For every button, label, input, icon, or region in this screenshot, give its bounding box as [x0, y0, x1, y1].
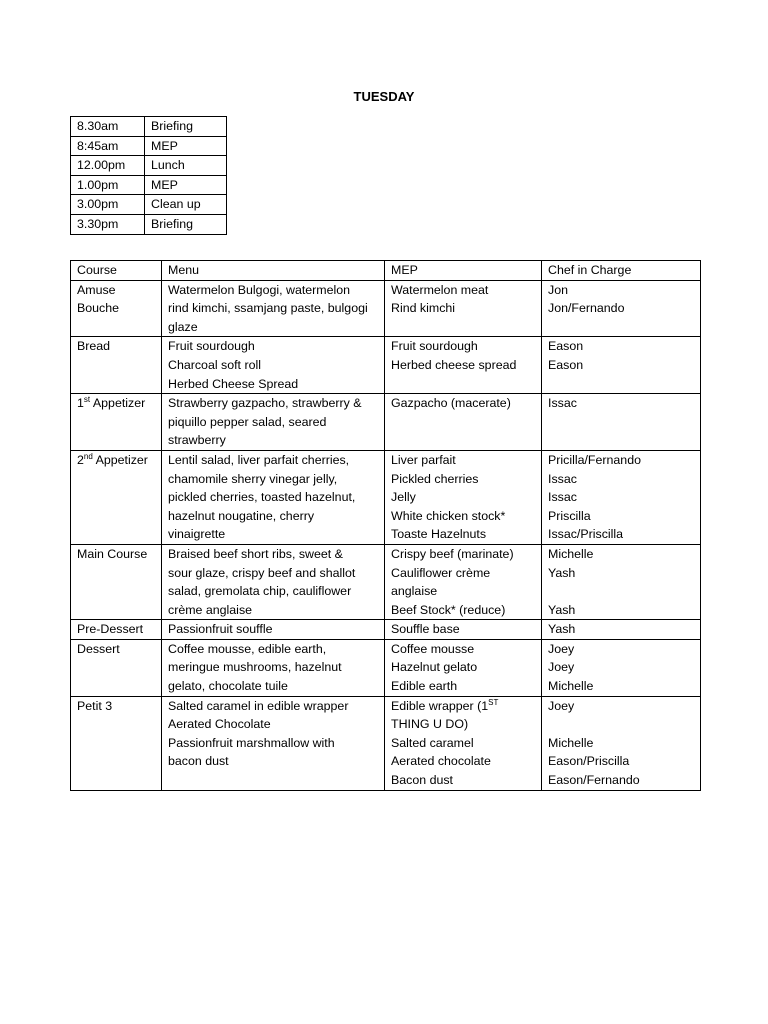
course-cell: [71, 696, 162, 790]
course-name-text: 1: [77, 396, 84, 411]
chef-line: Pricilla/Fernando: [548, 452, 641, 467]
mep-cell: [385, 544, 542, 619]
chef-line: Yash: [548, 602, 576, 617]
mep-line: Gazpacho (macerate): [391, 396, 511, 411]
header-course: Course: [71, 261, 162, 281]
schedule-time: 8.30am: [71, 117, 145, 137]
table-row: [71, 620, 701, 640]
mep-line: Herbed cheese spread: [391, 357, 517, 372]
chef-line: Priscilla: [548, 508, 591, 523]
chef-line: Joey: [548, 641, 575, 656]
menu-line: Watermelon Bulgogi, watermelon: [168, 282, 351, 297]
schedule-activity: Briefing: [145, 214, 227, 234]
chef-line: Issac: [548, 396, 577, 411]
menu-line: gelato, chocolate tuile: [168, 679, 288, 694]
menu-cell: [162, 394, 385, 451]
menu-line: Passionfruit marshmallow with: [168, 735, 335, 750]
course-cell: [71, 337, 162, 394]
course-cell: [71, 620, 162, 640]
chef-cell: [542, 450, 701, 544]
chef-line: Michelle: [548, 679, 594, 694]
mep-line: Watermelon meat: [391, 282, 489, 297]
mep-line: Fruit sourdough: [391, 339, 478, 354]
menu-line: Herbed Cheese Spread: [168, 376, 299, 391]
menu-line: hazelnut nougatine, cherry: [168, 508, 315, 523]
menu-line: Salted caramel in edible wrapper: [168, 698, 349, 713]
course-name-superscript: st: [83, 395, 91, 405]
table-row: [71, 450, 701, 544]
course-name: Pre-Dessert: [77, 622, 144, 637]
chef-line: Joey: [548, 660, 575, 675]
chef-cell: [542, 620, 701, 640]
menu-line: rind kimchi, ssamjang paste, bulgogi: [168, 301, 368, 316]
schedule-activity: Briefing: [145, 117, 227, 137]
mep-line: Crispy beef (marinate): [391, 546, 514, 561]
schedule-activity: Clean up: [145, 195, 227, 215]
mep-line: Souffle base: [391, 622, 460, 637]
menu-cell: [162, 639, 385, 696]
course-cell: [71, 544, 162, 619]
course-name: Amuse: [77, 282, 116, 297]
schedule-time: 1.00pm: [71, 175, 145, 195]
table-row: [71, 696, 701, 790]
course-name-suffix: Appetizer: [92, 452, 148, 467]
menu-table: [70, 260, 701, 791]
mep-cell: [385, 337, 542, 394]
schedule-row: [71, 136, 227, 156]
mep-line: [391, 697, 535, 716]
chef-line: Jon/Fernando: [548, 301, 625, 316]
schedule-row: [71, 214, 227, 234]
mep-line: Liver parfait: [391, 452, 456, 467]
mep-cell: [385, 639, 542, 696]
menu-cell: [162, 280, 385, 337]
chef-cell: [542, 337, 701, 394]
page-title: TUESDAY: [353, 89, 415, 104]
menu-line: vinaigrette: [168, 527, 226, 542]
chef-line: Yash: [548, 565, 576, 580]
menu-cell: [162, 450, 385, 544]
course-cell: [71, 394, 162, 451]
mep-cell: [385, 696, 542, 790]
chef-line: Issac: [548, 471, 577, 486]
menu-line: Coffee mousse, edible earth,: [168, 641, 327, 656]
schedule-time: 3.00pm: [71, 195, 145, 215]
course-cell: [71, 639, 162, 696]
menu-line: pickled cherries, toasted hazelnut,: [168, 490, 356, 505]
mep-line: THING U DO): [391, 717, 469, 732]
mep-line: Hazelnut gelato: [391, 660, 478, 675]
chef-line: Eason: [548, 339, 584, 354]
menu-line: crème anglaise: [168, 602, 253, 617]
menu-line: sour glaze, crispy beef and shallot: [168, 565, 356, 580]
chef-line: Jon: [548, 282, 568, 297]
mep-line: Salted caramel: [391, 735, 474, 750]
table-row: [71, 280, 701, 337]
mep-line: Edible earth: [391, 679, 458, 694]
menu-line: bacon dust: [168, 754, 229, 769]
table-row: [71, 639, 701, 696]
course-name: Petit 3: [77, 698, 113, 713]
course-name-superscript: nd: [83, 451, 93, 461]
chef-line: [548, 582, 694, 601]
menu-line: Passionfruit souffle: [168, 622, 273, 637]
schedule-row: [71, 195, 227, 215]
course-cell: [71, 280, 162, 337]
menu-cell: [162, 620, 385, 640]
mep-line: White chicken stock*: [391, 508, 506, 523]
menu-line: strawberry: [168, 433, 226, 448]
menu-line: Fruit sourdough: [168, 339, 255, 354]
chef-line: Joey: [548, 698, 575, 713]
table-row: [71, 394, 701, 451]
menu-line: glaze: [168, 319, 198, 334]
mep-line-superscript: ST: [488, 697, 499, 707]
mep-cell: [385, 620, 542, 640]
table-row: [71, 544, 701, 619]
mep-line: anglaise: [391, 584, 438, 599]
course-name: Bouche: [77, 301, 120, 316]
schedule-activity: MEP: [145, 175, 227, 195]
mep-line: Toaste Hazelnuts: [391, 527, 487, 542]
mep-line: Coffee mousse: [391, 641, 475, 656]
header-chef: Chef in Charge: [542, 261, 701, 281]
menu-cell: [162, 337, 385, 394]
chef-line: Michelle: [548, 735, 594, 750]
mep-line: Aerated chocolate: [391, 754, 491, 769]
chef-line: Issac/Priscilla: [548, 527, 624, 542]
menu-line: Charcoal soft roll: [168, 357, 261, 372]
menu-line: meringue mushrooms, hazelnut: [168, 660, 342, 675]
chef-cell: [542, 394, 701, 451]
course-name: Bread: [77, 339, 111, 354]
mep-line: Rind kimchi: [391, 301, 456, 316]
schedule-table: [70, 116, 227, 235]
mep-line-text: Edible wrapper (1: [391, 698, 489, 713]
mep-line: Cauliflower crème: [391, 565, 491, 580]
menu-line: Braised beef short ribs, sweet &: [168, 546, 343, 561]
header-mep: MEP: [385, 261, 542, 281]
mep-line: Bacon dust: [391, 773, 453, 788]
menu-line: Aerated Chocolate: [168, 717, 271, 732]
course-name-text: 2: [77, 452, 84, 467]
menu-cell: [162, 544, 385, 619]
chef-cell: [542, 280, 701, 337]
chef-line: Yash: [548, 622, 576, 637]
menu-header-row: [71, 261, 701, 281]
schedule-activity: Lunch: [145, 156, 227, 176]
chef-line: Michelle: [548, 546, 594, 561]
schedule-row: [71, 175, 227, 195]
chef-line: [548, 715, 694, 734]
mep-line: Beef Stock* (reduce): [391, 602, 506, 617]
mep-cell: [385, 280, 542, 337]
chef-line: Eason/Fernando: [548, 773, 640, 788]
schedule-time: 12.00pm: [71, 156, 145, 176]
schedule-row: [71, 117, 227, 137]
menu-line: chamomile sherry vinegar jelly,: [168, 471, 338, 486]
schedule-time: 8:45am: [71, 136, 145, 156]
menu-line: piquillo pepper salad, seared: [168, 414, 327, 429]
menu-cell: [162, 696, 385, 790]
menu-line: salad, gremolata chip, cauliflower: [168, 584, 352, 599]
chef-line: Eason: [548, 357, 584, 372]
mep-line: Pickled cherries: [391, 471, 479, 486]
table-row: [71, 337, 701, 394]
mep-cell: [385, 394, 542, 451]
course-name-suffix: Appetizer: [90, 396, 146, 411]
menu-line: Lentil salad, liver parfait cherries,: [168, 452, 350, 467]
schedule-activity: MEP: [145, 136, 227, 156]
header-menu: Menu: [162, 261, 385, 281]
chef-cell: [542, 696, 701, 790]
chef-line: Issac: [548, 490, 577, 505]
schedule-time: 3.30pm: [71, 214, 145, 234]
chef-cell: [542, 544, 701, 619]
chef-line: Eason/Priscilla: [548, 754, 630, 769]
menu-line: Strawberry gazpacho, strawberry &: [168, 396, 362, 411]
course-name: Main Course: [77, 546, 148, 561]
schedule-row: [71, 156, 227, 176]
course-name: [77, 451, 155, 470]
mep-line: Jelly: [391, 490, 416, 505]
course-name: Dessert: [77, 641, 120, 656]
mep-cell: [385, 450, 542, 544]
course-name: [77, 394, 155, 413]
course-cell: [71, 450, 162, 544]
chef-cell: [542, 639, 701, 696]
